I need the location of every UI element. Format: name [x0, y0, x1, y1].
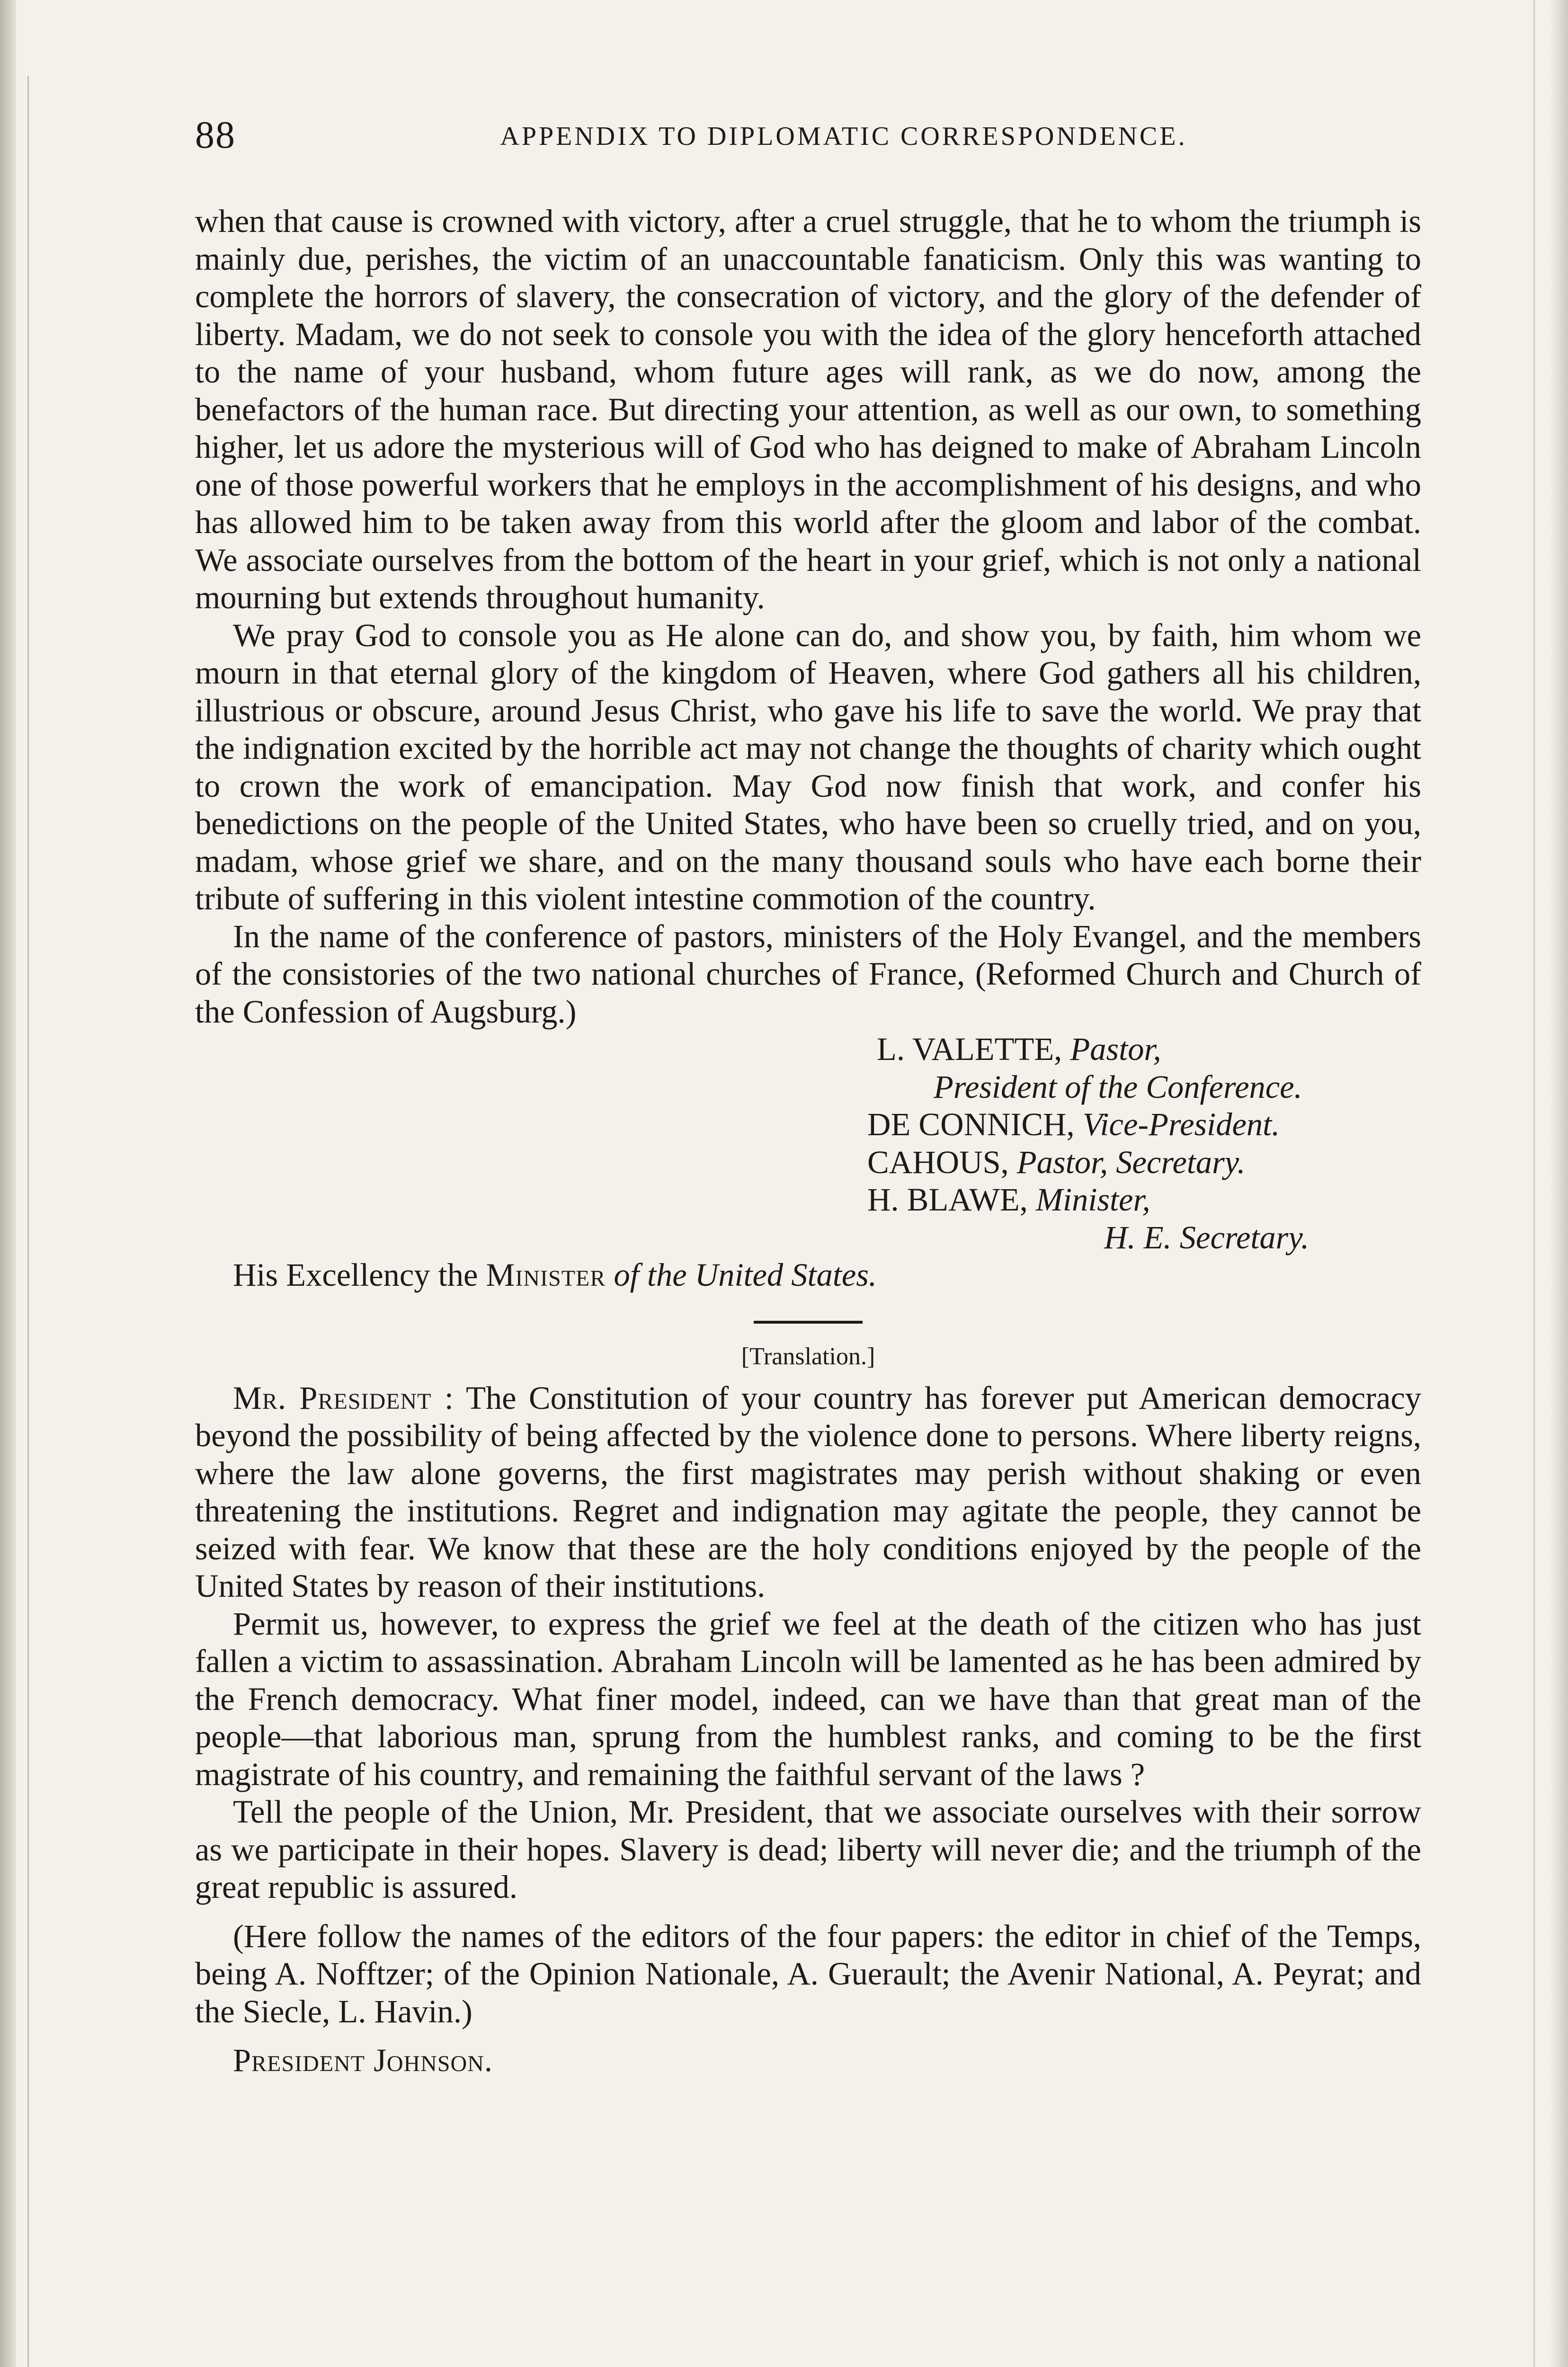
- signature-line-3: [195, 1144, 1421, 1182]
- signatory-name: CAHOUS,: [867, 1144, 1009, 1180]
- addressee-minister: Minister: [486, 1257, 606, 1293]
- scan-edge-right-line: [1533, 0, 1535, 2367]
- translation-label: [Translation.]: [741, 1343, 875, 1370]
- signature-line-2: [195, 1106, 1421, 1144]
- letter1-paragraph-1: when that cause is crowned with victory, after a cruel struggle, that he to whom the triumph is mainly due, perishes, the victim of an unaccountable fanaticism. Only this was wanting to complete the horrors of slavery, the consecration of victory, and the glory of the defender of liberty. Madam, we do not seek to console you with the idea of the glory henceforth attached to the name of your husband, whom future ages will rank, as we do now, among the benefactors of the human race. But directing your attention, as well as our own, to something higher, let us adore the mysterious will of God who has deigned to make of Abraham Lincoln one of those powerful workers that he employs in the accomplishment of his designs, and who has allowed him to be taken away from this world after the gloom and labor of the combat. We associate ourselves from the bottom of the heart in your grief, which is not only a national mourning but extends throughout humanity.: [195, 203, 1421, 615]
- letter2-paragraph-3: Tell the people of the Union, Mr. President, that we associate ourselves with their sorrow as we participate in their hopes. Slavery is dead; liberty will never die; and the triumph of the great republic is assured.: [195, 1794, 1421, 1905]
- letter2-paragraph-2: Permit us, however, to express the grief we feel at the death of the citizen who has just fallen a victim to assassination. Abraham Lincoln will be lamented as he has been admired by the French democracy. What finer model, indeed, can we have than that great man of the people—that laborious man, sprung from the humblest ranks, and coming to be the first magistrate of his country, and remaining the faithful servant of the laws ?: [195, 1605, 1421, 1792]
- signatory-role: Minister,: [1035, 1182, 1150, 1218]
- page-number: 88: [195, 113, 236, 156]
- salutation: Mr. President :: [233, 1379, 454, 1416]
- closing-addressee: President Johnson.: [233, 2042, 493, 2078]
- signatory-title: H. E. Secretary.: [1104, 1219, 1310, 1255]
- signature-line-4: [195, 1181, 1421, 1219]
- running-title: APPENDIX TO DIPLOMATIC CORRESPONDENCE.: [500, 122, 1187, 151]
- letter2-paragraph-1: [195, 1379, 1421, 1605]
- signature-block: [195, 1031, 1421, 1256]
- signatory-role: Pastor, Secretary.: [1016, 1144, 1246, 1180]
- page-body: [195, 203, 1421, 2080]
- page-header: [195, 113, 1421, 155]
- scan-edge-right: [1550, 0, 1568, 2367]
- signatory-name: L. VALETTE,: [877, 1031, 1062, 1067]
- letter1-paragraph-3: In the name of the conference of pastors, ministers of the Holy Evangel, and the members of the consistories of the two national churches of France, (Reformed Church and Church of the Confession of Augsburg.): [195, 918, 1421, 1030]
- signatory-title: President of the Conference.: [934, 1068, 1302, 1105]
- signatory-role: Pastor,: [1070, 1031, 1161, 1067]
- addressee-post: of the United States.: [614, 1257, 877, 1293]
- addressee-line: [195, 1256, 1421, 1294]
- spacer: [195, 2030, 1421, 2042]
- addressee-pre: His Excellency the: [233, 1257, 478, 1293]
- letter2-paragraph-1-text: The Constitution of your country has forever put American democracy beyond the possibility of being affected by the violence done to persons. Where liberty reigns, where the law alone governs, the first magistrates may perish without shaking or even threatening the institutions. Regret and indignation may agitate the people, they cannot be seized with fear. We know that these are the holy conditions enjoyed by the people of the United States by reason of their institutions.: [195, 1379, 1421, 1604]
- signature-line-4b: [195, 1219, 1421, 1257]
- signatory-name: DE CONNICH,: [867, 1106, 1075, 1142]
- scan-binding-line: [27, 76, 29, 2367]
- section-divider: [754, 1321, 863, 1324]
- spacer: [195, 1906, 1421, 1918]
- scan-edge-left: [0, 0, 16, 2367]
- signatory-name: H. BLAWE,: [867, 1182, 1028, 1218]
- letter2-paragraph-4: (Here follow the names of the editors of the four papers: the editor in chief of the Temps, being A. Nofftzer; of the Opinion Nationale, A. Guerault; the Avenir National, A. Peyrat; and the Siecle, L. Havin.): [195, 1918, 1421, 2029]
- signature-line-1b: [195, 1068, 1421, 1106]
- signature-line-1: [195, 1031, 1421, 1068]
- letter1-paragraph-2: We pray God to console you as He alone can do, and show you, by faith, him whom we mourn in that eternal glory of the kingdom of Heaven, where God gathers all his children, illustrious or obscure, around Jesus Christ, who gave his life to save the world. We pray that the indignation excited by the horrible act may not change the thoughts of charity which ought to crown the work of emancipation. May God now finish that work, and confer his benedictions on the people of the United States, who have been so cruelly tried, and on you, madam, whose grief we share, and on the many thousand souls who have each borne their tribute of suffering in this violent intestine commotion of the country.: [195, 617, 1421, 917]
- signatory-role: Vice-President.: [1082, 1106, 1280, 1142]
